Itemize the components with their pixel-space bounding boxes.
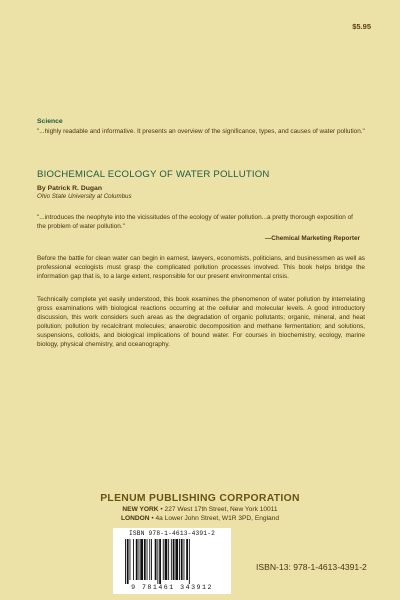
- london-label: LONDON: [120, 515, 150, 522]
- description-paragraph-1: Before the battle for clean water can begin in earnest, lawyers, economists, politicians, and businessmen as well as professional ecologists must grasp the complicated pollution processes involved. This book helps bridge the information gap that is, to a large extent, responsible for our present environmental crisis.: [37, 255, 365, 281]
- new-york-label: NEW YORK: [122, 506, 159, 513]
- isbn-13-label: ISBN-13: 978-1-4613-4391-2: [256, 562, 367, 572]
- publisher-block: [0, 493, 400, 522]
- barcode-bars-icon: [125, 539, 219, 584]
- book-title: BIOCHEMICAL ECOLOGY OF WATER POLLUTION: [37, 169, 270, 180]
- author-name: By Patrick R. Dugan: [37, 185, 102, 192]
- publisher-name: PLENUM PUBLISHING CORPORATION: [100, 493, 300, 504]
- science-review: [37, 118, 367, 136]
- bullet-separator: •: [160, 506, 165, 513]
- review-quote: "...introduces the neophyte into the vicissitudes of the ecology of water pollution...a pretty thorough exposition of the problem of water pollution.": [37, 214, 353, 230]
- author-affiliation: Ohio State University at Columbus: [37, 193, 132, 200]
- science-source-label: Science: [37, 118, 63, 125]
- new-york-address: 227 West 17th Street, New York 10011: [164, 506, 278, 513]
- science-quote: "...highly readable and informative. It presents an overview of the significance, types, and causes of water pollution.": [37, 128, 365, 135]
- bullet-separator: •: [151, 515, 156, 522]
- barcode-isbn-text: ISBN 978-1-4613-4391-2: [128, 530, 216, 537]
- barcode-number: 9 781461 343912: [131, 584, 213, 591]
- review-source: —Chemical Marketing Reporter: [264, 235, 360, 242]
- description-paragraph-2: Technically complete yet easily understood, this book examines the phenomenon of water pollution by interrelating gross examinations with biological reactions occurring at the cellular and molecular levels. A good introductory discussion, this work considers such areas as the degradation of organic pollutants; organic, mineral, and heat pollution; pollution by recalcitrant molecules; anaerobic decomposition and methane fermentation; and solutions, suspensions, colloids, and biological implications of bound water. For courses in biochemistry, ecology, marine biology, physical chemistry, and oceanography.: [37, 296, 365, 349]
- london-address: 4a Lower John Street, W1R 3PD, England: [155, 515, 280, 522]
- new-york-address-line: [0, 506, 400, 513]
- barcode-box: [113, 528, 231, 594]
- price-label: $5.95: [352, 22, 371, 31]
- london-address-line: [0, 515, 400, 522]
- byline: [37, 185, 132, 200]
